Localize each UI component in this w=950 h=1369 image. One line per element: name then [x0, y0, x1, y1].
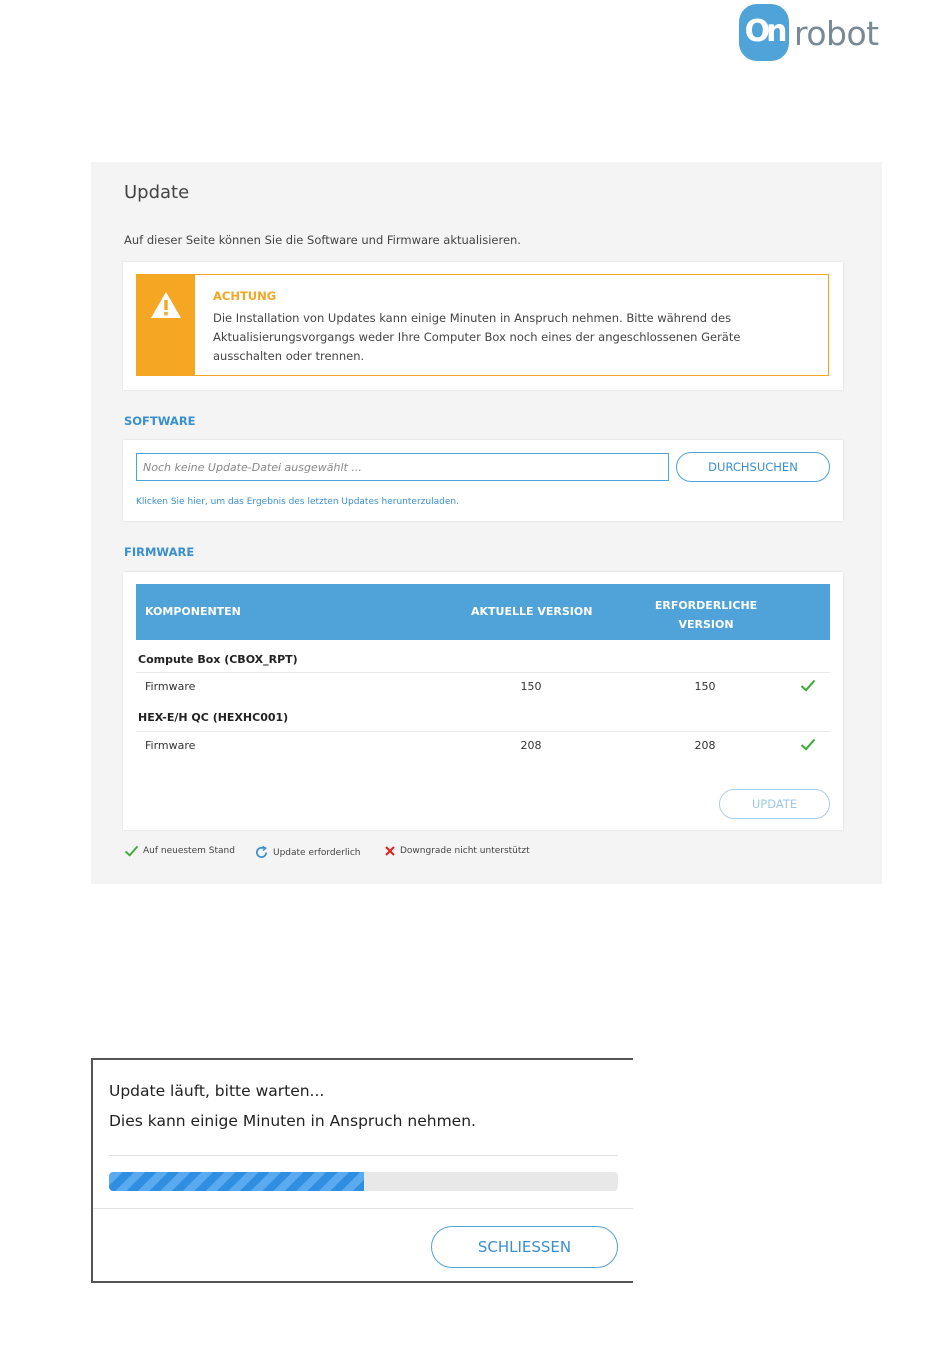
software-section-label: SOFTWARE — [124, 414, 196, 428]
download-last-update-result-link[interactable]: Klicken Sie hier, um das Ergebnis des letzten Updates herunterzuladen. — [136, 497, 459, 507]
firmware-card — [123, 572, 843, 830]
legend-update-required-label: Update erforderlich — [273, 847, 361, 858]
page-title: Update — [124, 182, 190, 203]
update-progress-bar — [109, 1172, 618, 1191]
row-component-name: Firmware — [145, 680, 196, 693]
header-components: KOMPONENTEN — [145, 605, 241, 618]
logo-badge — [739, 4, 789, 61]
component-group-compute-box: Compute Box (CBOX_RPT) — [138, 653, 298, 666]
legend-update-required — [254, 845, 361, 860]
header-required-version: ERFORDERLICHE VERSION — [654, 599, 758, 631]
firmware-section-label: FIRMWARE — [124, 545, 195, 559]
refresh-icon — [254, 845, 269, 860]
progress-bar-fill — [109, 1172, 364, 1191]
cross-icon — [384, 845, 396, 857]
row-current-version: 208 — [520, 739, 542, 752]
update-button[interactable]: UPDATE — [719, 789, 830, 819]
row-required-version: 208 — [694, 739, 716, 752]
warning-card — [123, 262, 843, 390]
software-card — [123, 440, 843, 521]
legend-up-to-date — [124, 845, 235, 857]
dialog-footer-divider — [93, 1208, 633, 1209]
page-description: Auf dieser Seite können Sie die Software und Firmware aktualisieren. — [124, 233, 521, 247]
row-current-version: 150 — [520, 680, 542, 693]
logo-wordmark: robot — [794, 14, 879, 53]
update-file-input[interactable] — [136, 453, 669, 481]
table-row — [136, 672, 830, 699]
warning-triangle-icon — [150, 291, 182, 319]
update-progress-dialog — [91, 1058, 633, 1283]
checkmark-icon — [800, 738, 816, 751]
checkmark-icon — [800, 679, 816, 692]
browse-button[interactable]: DURCHSUCHEN — [676, 452, 830, 482]
row-required-version: 150 — [694, 680, 716, 693]
firmware-table-header — [136, 584, 830, 640]
legend-downgrade-unsupported-label: Downgrade nicht unterstützt — [400, 846, 530, 856]
warning-box — [136, 274, 829, 376]
dialog-title: Update läuft, bitte warten... — [109, 1082, 325, 1100]
legend-up-to-date-label: Auf neuestem Stand — [143, 846, 235, 856]
table-row — [136, 731, 830, 758]
warning-title: ACHTUNG — [213, 289, 277, 303]
dialog-divider — [109, 1155, 618, 1156]
checkmark-icon — [124, 845, 139, 857]
row-component-name: Firmware — [145, 739, 196, 752]
warning-text: Die Installation von Updates kann einige Minuten in Anspruch nehmen. Bitte während des Aktualisierungsvorgangs weder Ihre Computer Box noch eines der angeschlossenen Geräte ausschalten oder trennen. — [213, 311, 741, 363]
close-button[interactable]: SCHLIESSEN — [431, 1226, 618, 1268]
header-current-version: AKTUELLE VERSION — [471, 605, 593, 618]
dialog-subtitle: Dies kann einige Minuten in Anspruch nehmen. — [109, 1112, 476, 1130]
onrobot-logo — [739, 4, 879, 62]
logo-badge-text: On — [744, 14, 784, 49]
legend-downgrade-unsupported — [384, 845, 530, 857]
component-group-hex-qc: HEX-E/H QC (HEXHC001) — [138, 711, 289, 724]
warning-icon-area — [137, 275, 195, 375]
